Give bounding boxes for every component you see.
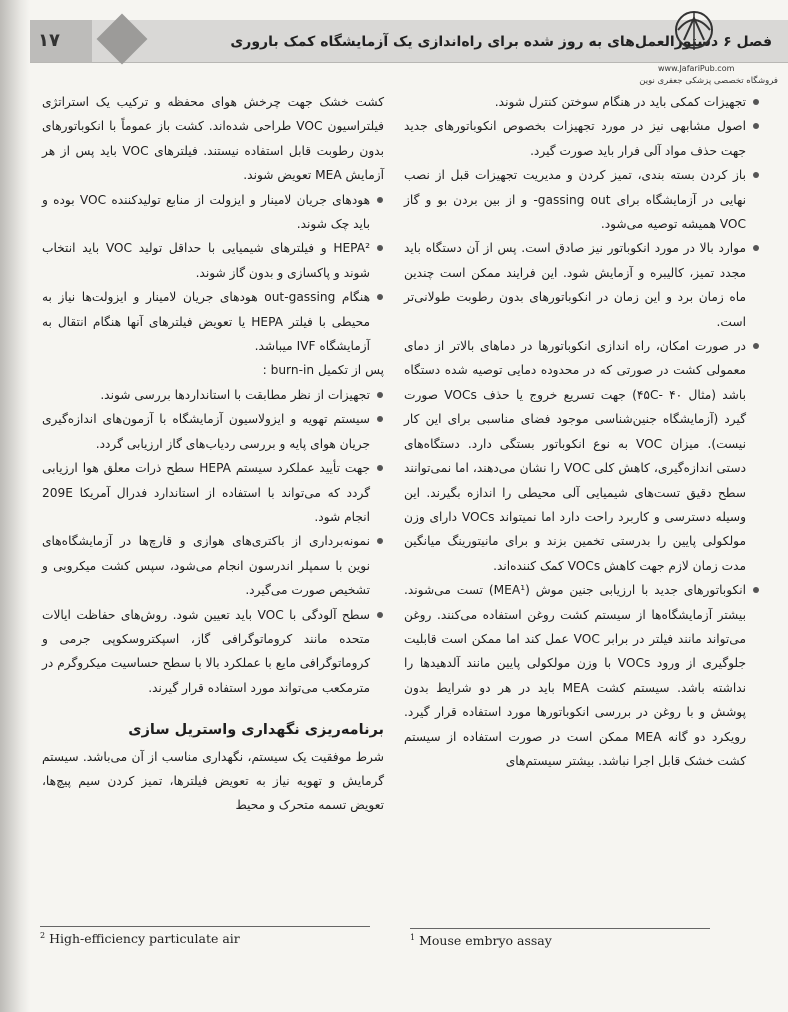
list-item: موارد بالا در مورد انکوباتور نیز صادق است. پس از آن دستگاه باید مجدد تمیز، کالیبره و آزمایش شود. این فرایند ممکن است چندین ماه زمان برد و این زمان در انکوباتورهای بدون رطوبت طولانی‌تر است. — [404, 236, 760, 334]
section-heading: برنامه‌ریزی نگهداری واستریل سازی — [128, 722, 384, 739]
list-item: تجهیزات از نظر مطابقت با استانداردها بررسی شوند. — [42, 383, 384, 407]
paragraph: شرط موفقیت یک سیستم، نگهداری مناسب از آن می‌باشد. سیستم گرمایش و تهویه نیاز به تعویض فیلترها، تمیز کردن سیم پیچ‌ها، تعویض تسمه متحرک و محیط — [42, 749, 384, 813]
footnote-text: High-efficiency particulate air — [49, 931, 240, 947]
list-item: انکوباتورهای جدید با ارزیابی جنین موش (MEA¹) تست می‌شوند. بیشتر آزمایشگاه‌ها از سیستم کشت روغن استفاده می‌کنند. روغن می‌تواند مانند فیلتر در برابر VOC عمل کند اما ممکن است قابلیت جلوگیری از ورود VOCs با وزن مولکولی پایین مانند آلدهیدها را نداشته باشد. سیستم کشت MEA باید در هر دو شرایط بدون پوشش و با روغن در بررسی انکوباتورها مورد استفاده قرار گیرد. رویکرد دو گانه MEA ممکن است در صورت استفاده از سیستم کشت خشک قابل اجرا نباشد. بیشتر سیستم‌های — [404, 578, 760, 773]
chapter-title: فصل ۶ دستورالعمل‌های به روز شده برای راه‌اندازی یک آزمایشگاه کمک باروری — [230, 34, 772, 50]
list-item: سطح آلودگی با VOC باید تعیین شود. روش‌های حفاظت ایالات متحده مانند کروماتوگرافی گاز، اسپکتروسکوپی جرمی و کروماتوگرافی مایع با عملکرد بالا با سطح حساسیت میکروگرم در مترمکعب می‌تواند مورد استفاده قرار گیرند. — [42, 603, 384, 701]
list-item: در صورت امکان، راه اندازی انکوباتورها در دماهای بالاتر از دمای معمولی کشت در صورتی که در محدوده دمایی توصیه شده دستگاه باشد (مثال ۴۵C- ۴۰) جهت تسریع خروج یا حذف VOCs صورت گیرد (آزمایشگاه جنین‌شناسی موجود فضای مناسبی برای این کار نیست). میزان VOC به نوع انکوباتور بستگی دارد. دستگاه‌های دستی اندازه‌گیری، کاهش کلی VOC را نشان می‌دهند، اما نمی‌توانند سطح دقیق تست‌های شیمیایی آلی محیطی را اندازه بگیرند. این وسیله دسترسی و کاربرد راحت دارد اما نمیتواند VOCs دارای وزن مولکولی پایین را بدرستی تخمین بزند و برای مانیتورینگ میانگین مدت زمان لازم جهت کاهش VOCs کمک کننده‌اند. — [404, 334, 760, 578]
publisher-url: www.JafariPub.com — [658, 64, 735, 73]
publisher-logo-icon — [664, 4, 724, 58]
list-item: سیستم تهویه و ایزولاسیون آزمایشگاه با آزمون‌های اندازه‌گیری جریان هوای پایه و بررسی ردیاب‌های گاز ارزیابی گردد. — [42, 407, 384, 456]
footnote-mark: 2 — [40, 931, 46, 940]
footnote-mark: 1 — [410, 933, 416, 942]
list-item: جهت تأیید عملکرد سیستم HEPA سطح ذرات معلق هوا ارزیابی گردد که می‌تواند با استفاده از استاندارد فدرال آمریکا 209E انجام شود. — [42, 456, 384, 529]
list-item: باز کردن بسته بندی، تمیز کردن و مدیریت تجهیزات قبل از نصب نهایی در آزمایشگاه برای gassing out- و از بین بردن بو و گاز VOC همیشه توصیه می‌شود. — [404, 163, 760, 236]
footnote-divider-left — [40, 926, 370, 927]
paragraph: کشت خشک جهت چرخش هوای محفظه و ترکیب یک استراتژی فیلتراسیون VOC طراحی شده‌اند. کشت باز عموماً با انکوباتورهای بدون رطوبت قابل استفاده نیستند. فیلترهای VOC باید پس از هر آزمایش MEA تعویض شوند. — [42, 95, 384, 183]
paragraph: پس از تکمیل burn-in : — [262, 363, 384, 378]
page-number: ۱۷ — [38, 30, 60, 51]
footnote-divider-right — [410, 928, 710, 929]
list-item: هودهای جریان لامینار و ایزولت از منابع تولیدکننده VOC بوده و باید چک شوند. — [42, 188, 384, 237]
list-item: هنگام out-gassing هودهای جریان لامینار و ایزولت‌ها نیاز به محیطی با فیلتر HEPA یا تعویض فیلترهای آنها هنگام انتقال به آزمایشگاه IVF میباشد. — [42, 285, 384, 358]
footnote-text: Mouse embryo assay — [419, 933, 552, 949]
right-text-column — [404, 90, 760, 773]
list-item: تجهیزات کمکی باید در هنگام سوختن کنترل شوند. — [404, 90, 760, 114]
publisher-subtitle: فروشگاه تخصصی پزشکی جعفری نوین — [639, 76, 778, 86]
footnote-left — [40, 931, 240, 946]
page-binding-shadow — [0, 0, 30, 1012]
footnote-right — [410, 933, 552, 948]
list-item: HEPA² و فیلترهای شیمیایی با حداقل تولید VOC باید انتخاب شوند و پاکسازی و بدون گاز شوند. — [42, 236, 384, 285]
left-text-column — [42, 90, 384, 818]
list-item: اصول مشابهی نیز در مورد تجهیزات بخصوص انکوباتورهای جدید جهت حذف مواد آلی فرار باید صورت گیرد. — [404, 114, 760, 163]
list-item: نمونه‌برداری از باکتری‌های هوازی و قارچ‌ها در آزمایشگاه‌های نوین با سمپلر اندرسون انجام می‌شود، سپس کشت میکروبی و تشخیص صورت می‌گیرد. — [42, 529, 384, 602]
